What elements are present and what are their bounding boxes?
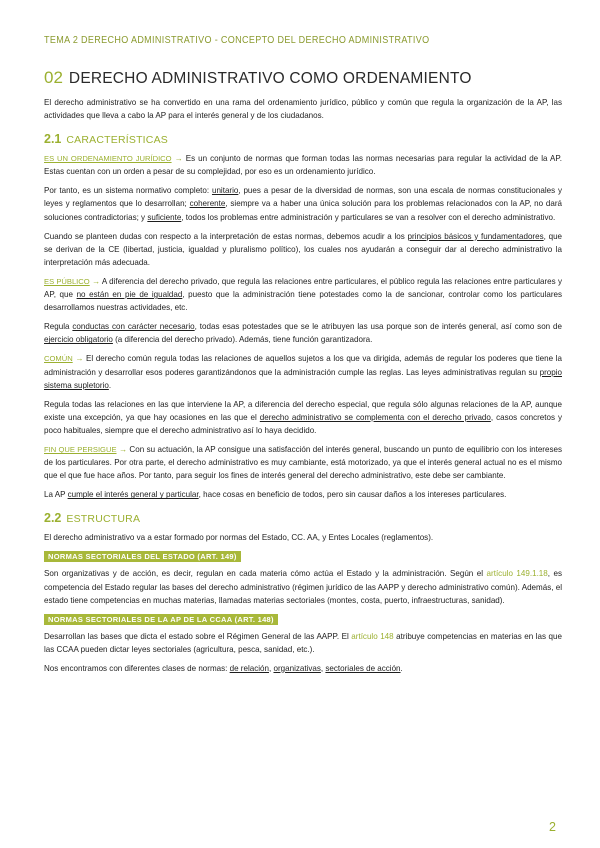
- paragraph-estado: Son organizativas y de acción, es decir, regulan en cada materia cómo actúa el Estado y la administración. Según el artículo 149.1.18, es competencia del Estado regular las bases del derecho administrativo (régimen jurídico de las AAPP y derecho administrativo común). Además, el estado tiene competencias en muchas materias, llamadas materias sectoriales (montes, costa, puerto, infraestructuras, sanidad).: [44, 569, 562, 605]
- arrow-icon: →: [92, 276, 101, 286]
- paragraph-sistema: Por tanto, es un sistema normativo completo: unitario, pues a pesar de la diversidad de normas, son una escala de normas constitucionales y leyes y reglamentos que lo desarrollan; coherente, siempre va a haber una única solución para los problemas relacionados con la AP, no dará soluciones contradictorias; y suficiente, todos los problemas entre administración y particulares se van a resolver con el derecho administrativo.: [44, 186, 562, 222]
- highlight-label: FIN QUE PERSIGUE: [44, 444, 117, 454]
- subheading-estado: NORMAS SECTORIALES DEL ESTADO (ART. 149): [44, 551, 241, 562]
- section-heading-2-1: [44, 132, 562, 146]
- chapter-title-text: DERECHO ADMINISTRATIVO COMO ORDENAMIENTO: [68, 70, 472, 87]
- subheading-ccaa: NORMAS SECTORIALES DE LA AP DE LA CCAA (ART. 148): [44, 614, 278, 625]
- page-number: 2: [549, 820, 556, 834]
- paragraph-ordenamiento: ES UN ORDENAMIENTO JURÍDICO → Es un conjunto de normas que forman todas las normas necesarias para regular la actividad de la AP. Estas cuentan con un orden a pesar de su complejidad, por eso es un ordenamiento jurídico.: [44, 154, 562, 177]
- section-number: 2.2: [44, 511, 62, 526]
- highlight-label: ES UN ORDENAMIENTO JURÍDICO: [44, 154, 172, 164]
- arrow-icon: →: [75, 354, 84, 364]
- section-title: CARACTERÍSTICAS: [66, 134, 168, 147]
- chapter-title: [44, 68, 562, 88]
- paragraph-publico: ES PÚBLICO → A diferencia del derecho privado, que regula las relaciones entre particulares, el público regula las relaciones entre particulares y AP, que no están en pie de igualdad, puesto que la administración tiene potestades como la de sancionar, controlar como los particulares desarrollamos nuestras actividades, etc.: [44, 276, 562, 313]
- intro-paragraph: El derecho administrativo se ha convertido en una rama del ordenamiento jurídico, público y común que regula la organización de la AP, las actividades que lleva a cabo la AP para el interés general y de los ciudadanos.: [44, 98, 562, 121]
- paragraph-estructura: El derecho administrativo va a estar formado por normas del Estado, CC. AA, y Entes Locales (reglamentos).: [44, 533, 434, 543]
- running-header: TEMA 2 DERECHO ADMINISTRATIVO - CONCEPTO DEL DERECHO ADMINISTRATIVO: [44, 34, 430, 46]
- section-number: 2.1: [44, 132, 62, 147]
- arrow-icon: →: [174, 154, 183, 164]
- arrow-icon: →: [118, 444, 127, 454]
- paragraph-interes: La AP cumple el interés general y particular, hace cosas en beneficio de todos, pero sin causar daños a los intereses particulares.: [44, 490, 507, 500]
- paragraph-principios: Cuando se planteen dudas con respecto a la interpretación de estas normas, debemos acudir a los principios básicos y fundamentadores, que se derivan de la CE (libertad, justicia, igualdad y pluralismo político), los cuales nos ayudarán a conseguir dar al derecho administrativo la interpretación más adecuada.: [44, 231, 563, 267]
- paragraph-conductas: Regula conductas con carácter necesario, todas esas potestades que se le atribuyen las usa porque son de interés general, así como son de ejercicio obligatorio (a diferencia del derecho privado). Además, tiene función garantizadora.: [44, 322, 562, 345]
- paragraph-ccaa: Desarrollan las bases que dicta el estado sobre el Régimen General de las AAPP. El artículo 148 atribuye competencias en materias en las que las CCAA pueden dictar leyes sectoriales (agricultura, pesca, sanidad, etc.).: [44, 631, 562, 654]
- highlight-label: ES PÚBLICO: [44, 276, 90, 286]
- paragraph-fin: FIN QUE PERSIGUE → Con su actuación, la AP consigue una satisfacción del interés general, buscando un punto de equilibrio con los intereses de los particulares. Por otra parte, el derecho administrativo es muy cambiante, está motorizado, ya que el interés general actual no es el mismo que el que fue hace años. Por tanto, para seguir los fines de interés general del derecho administrativo, este debe ser cambiante.: [44, 444, 562, 481]
- document-page: [44, 34, 562, 675]
- highlight-label: COMÚN: [44, 354, 73, 364]
- paragraph-comun: COMÚN → El derecho común regula todas las relaciones de aquellos sujetos a los que va dirigida, además de regular los poderes que tiene la administración y desarrollar esos poderes garantizándonos que la administración cumple las reglas. Las leyes administrativas regulan su propio sistema supletorio.: [44, 354, 562, 390]
- paragraph-relaciones: Regula todas las relaciones en las que interviene la AP, a diferencia del derecho especial, que regula sólo algunas relaciones de la AP, aunque existe una excepción, ya que hay ocasiones en las que el derecho administrativo se complementa con el derecho privado, casos concretos y poco habituales, siempre que el derecho administrativo así lo haya decidido.: [44, 399, 563, 435]
- section-heading-2-2: [44, 511, 562, 525]
- section-title: ESTRUCTURA: [66, 513, 141, 526]
- chapter-number: 02: [44, 68, 63, 87]
- paragraph-clases: Nos encontramos con diferentes clases de normas: de relación, organizativas, sectoriales de acción.: [44, 663, 403, 673]
